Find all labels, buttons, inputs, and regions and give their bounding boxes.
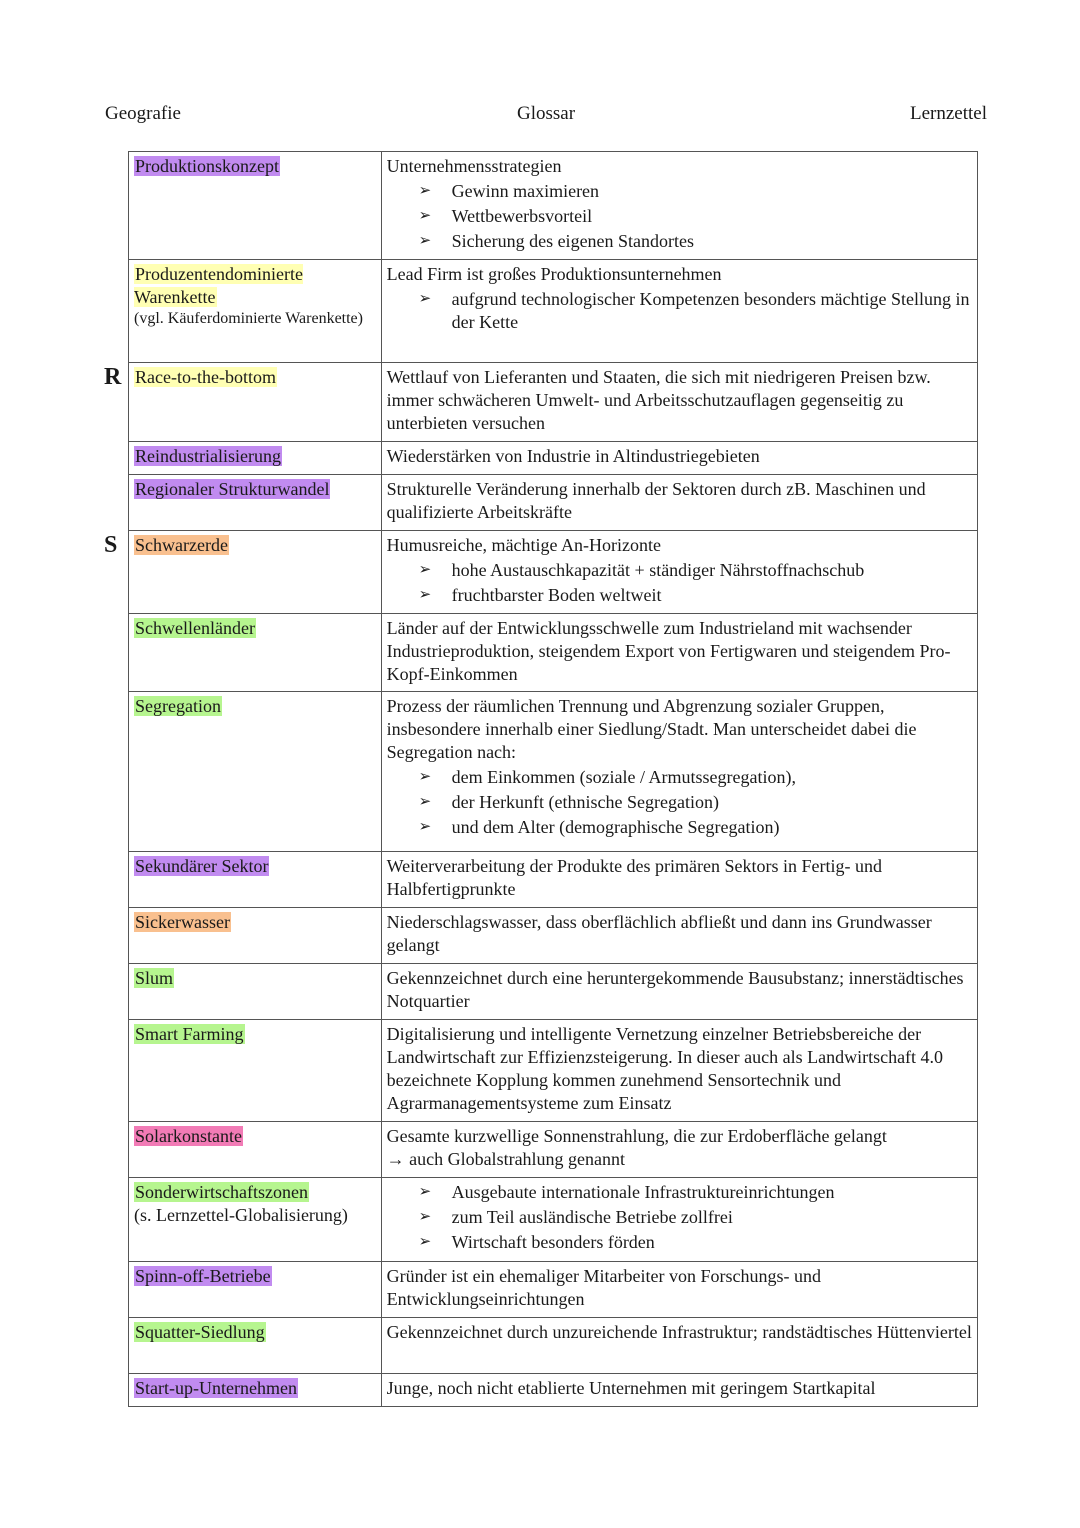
definition: Länder auf der Entwicklungsschwelle zum Industrieland mit wachsender Industrieproduktion, steigendem Export von Fertigwaren und steigendem Pro-Kopf-Einkommen xyxy=(386,618,951,684)
term-cell xyxy=(129,1318,382,1374)
definition-cell xyxy=(381,1178,977,1262)
definition: Prozess der räumlichen Trennung und Abgrenzung sozialer Gruppen, insbesondere innerhalb einer Siedlung/Stadt. Man unterscheidet dabei die Segregation nach: xyxy=(386,696,917,762)
header-subject: Geografie xyxy=(105,103,181,124)
definition-cell xyxy=(381,531,977,614)
definition-cell xyxy=(381,852,977,908)
table-row xyxy=(129,1374,978,1407)
arrow-bullet-icon: ➢ xyxy=(418,819,432,835)
table-row xyxy=(129,363,978,442)
page-header xyxy=(105,103,987,127)
definition: Digitalisierung und intelligente Vernetzung einzelner Betriebsbereiche der Landwirtschaft zur Effizienzsteigerung. In dieser auch als Landwirtschaft 4.0 bezeichnete Kopplung kommen zunehmend Sensortechnik und Agrarmanagementsysteme zum Einsatz xyxy=(386,1024,944,1113)
table-row xyxy=(129,1178,978,1262)
definition: Wettlauf von Lieferanten und Staaten, die sich mit niedrigeren Preisen bzw. immer schwächeren Umwelt- und Arbeitsschutzauflagen gegenseitig zu unterbieten versuchen xyxy=(386,367,931,433)
list-item: ➢ und dem Alter (demographische Segregation) xyxy=(418,817,780,837)
arrow-bullet-icon: ➢ xyxy=(418,233,432,249)
term: Smart Farming xyxy=(135,1024,244,1044)
term-cell xyxy=(129,908,382,964)
table-row xyxy=(129,964,978,1020)
header-title: Glossar xyxy=(516,103,576,124)
list-item: ➢ Sicherung des eigenen Standortes xyxy=(418,231,695,251)
definition-cell xyxy=(381,1122,977,1178)
definition: Junge, noch nicht etablierte Unternehmen mit geringem Startkapital xyxy=(386,1378,876,1398)
table-row xyxy=(129,852,978,908)
table-row xyxy=(129,442,978,475)
table-row xyxy=(129,475,978,531)
term-cell xyxy=(129,363,382,442)
bullet-list xyxy=(387,288,972,334)
term: Produzentendominierte Warenkette xyxy=(134,264,303,307)
table-row xyxy=(129,908,978,964)
definition-cell xyxy=(381,475,977,531)
definition: Gekennzeichnet durch eine heruntergekommende Bausubstanz; innerstädtisches Notquartier xyxy=(386,968,964,1011)
section-letter-s: S xyxy=(104,532,118,558)
definition-cell xyxy=(381,1020,977,1122)
table-row xyxy=(129,692,978,852)
definition: Gekennzeichnet durch unzureichende Infrastruktur; randstädtisches Hüttenviertel xyxy=(386,1322,972,1342)
term: Sickerwasser xyxy=(135,912,230,932)
term-note: (s. Lernzettel-Globalisierung) xyxy=(134,1205,348,1225)
definition-cell xyxy=(381,692,977,852)
definition: Unternehmensstrategien xyxy=(386,156,562,176)
definition: Strukturelle Veränderung innerhalb der Sektoren durch zB. Maschinen und qualifizierte Arbeitskräfte xyxy=(386,479,926,522)
term: Solarkonstante xyxy=(135,1126,242,1146)
term-cell xyxy=(129,260,382,363)
definition: Niederschlagswasser, dass oberflächlich abfließt und dann ins Grundwasser gelangt xyxy=(386,912,932,955)
bullet-list xyxy=(387,766,972,839)
table-row xyxy=(129,1318,978,1374)
list-item: ➢ Ausgebaute internationale Infrastruktureinrichtungen xyxy=(418,1182,835,1202)
arrow-bullet-icon: ➢ xyxy=(418,1234,432,1250)
definition-cell xyxy=(381,260,977,363)
definition-cell xyxy=(381,964,977,1020)
definition-cell xyxy=(381,614,977,692)
term: Produktionskonzept xyxy=(135,156,279,176)
term-cell xyxy=(129,152,382,260)
list-item: ➢ fruchtbarster Boden weltweit xyxy=(418,585,662,605)
table-row xyxy=(129,152,978,260)
list-item: ➢ dem Einkommen (soziale / Armutssegregation), xyxy=(418,767,797,787)
table-row xyxy=(129,531,978,614)
term-cell xyxy=(129,1262,382,1318)
term: Sekundärer Sektor xyxy=(135,856,269,876)
term: Start-up-Unternehmen xyxy=(135,1378,297,1398)
term: Schwellenländer xyxy=(135,618,255,638)
list-item: ➢ Gewinn maximieren xyxy=(418,181,600,201)
list-item: ➢ Wettbewerbsvorteil xyxy=(418,206,593,226)
term-cell xyxy=(129,531,382,614)
arrow-bullet-icon: ➢ xyxy=(418,291,432,307)
definition: Gesamte kurzwellige Sonnenstrahlung, die zur Erdoberfläche gelangt xyxy=(386,1126,887,1146)
definition-arrow-note: → auch Globalstrahlung genannt xyxy=(386,1149,626,1169)
term: Reindustrialisierung xyxy=(135,446,281,466)
term-cell xyxy=(129,614,382,692)
term-cell xyxy=(129,1020,382,1122)
term-cell xyxy=(129,692,382,852)
arrow-bullet-icon: ➢ xyxy=(418,183,432,199)
term: Regionaler Strukturwandel xyxy=(135,479,330,499)
section-letter-r: R xyxy=(104,364,122,390)
definition: Weiterverarbeitung der Produkte des primären Sektors in Fertig- und Halbfertigprunkte xyxy=(386,856,883,899)
bullet-list xyxy=(387,559,972,607)
term: Schwarzerde xyxy=(135,535,228,555)
definition-cell xyxy=(381,442,977,475)
term-cell xyxy=(129,964,382,1020)
arrow-bullet-icon: ➢ xyxy=(418,208,432,224)
term: Spinn-off-Betriebe xyxy=(135,1266,271,1286)
bullet-list xyxy=(387,1181,972,1254)
list-item: ➢ hohe Austauschkapazität + ständiger Nährstoffnachschub xyxy=(418,560,865,580)
header-type: Lernzettel xyxy=(909,103,987,124)
definition-cell xyxy=(381,363,977,442)
definition: Wiederstärken von Industrie in Altindustriegebieten xyxy=(386,446,760,466)
arrow-bullet-icon: ➢ xyxy=(418,1184,432,1200)
arrow-bullet-icon: ➢ xyxy=(418,1209,432,1225)
arrow-bullet-icon: ➢ xyxy=(418,562,432,578)
table-row xyxy=(129,260,978,363)
term-cell xyxy=(129,1178,382,1262)
term: Slum xyxy=(135,968,174,988)
glossary-table xyxy=(128,151,978,1407)
definition-cell xyxy=(381,1262,977,1318)
term-cell xyxy=(129,442,382,475)
list-item: ➢ aufgrund technologischer Kompetenzen besonders mächtige Stellung in der Kette xyxy=(418,289,970,332)
list-item: ➢ zum Teil ausländische Betriebe zollfrei xyxy=(418,1207,733,1227)
definition-cell xyxy=(381,152,977,260)
definition: Gründer ist ein ehemaliger Mitarbeiter von Forschungs- und Entwicklungseinrichtungen xyxy=(386,1266,821,1309)
definition-cell xyxy=(381,908,977,964)
table-row xyxy=(129,1122,978,1178)
term-cell xyxy=(129,475,382,531)
term-cell xyxy=(129,852,382,908)
definition-cell xyxy=(381,1318,977,1374)
definition: Lead Firm ist großes Produktionsunternehmen xyxy=(386,264,722,284)
arrow-bullet-icon: ➢ xyxy=(418,587,432,603)
table-row xyxy=(129,1262,978,1318)
arrow-bullet-icon: ➢ xyxy=(418,794,432,810)
term: Segregation xyxy=(135,696,221,716)
arrow-bullet-icon: ➢ xyxy=(418,769,432,785)
term: Race-to-the-bottom xyxy=(135,367,276,387)
term-cell xyxy=(129,1122,382,1178)
term: Squatter-Siedlung xyxy=(135,1322,265,1342)
list-item: ➢ Wirtschaft besonders förden xyxy=(418,1232,655,1252)
definition: Humusreiche, mächtige An-Horizonte xyxy=(386,535,662,555)
bullet-list xyxy=(387,180,972,253)
table-row xyxy=(129,1020,978,1122)
term-cell xyxy=(129,1374,382,1407)
term-note: (vgl. Käuferdominierte Warenkette) xyxy=(134,310,363,327)
table-row xyxy=(129,614,978,692)
definition-cell xyxy=(381,1374,977,1407)
term: Sonderwirtschaftszonen xyxy=(135,1182,308,1202)
list-item: ➢ der Herkunft (ethnische Segregation) xyxy=(418,792,719,812)
